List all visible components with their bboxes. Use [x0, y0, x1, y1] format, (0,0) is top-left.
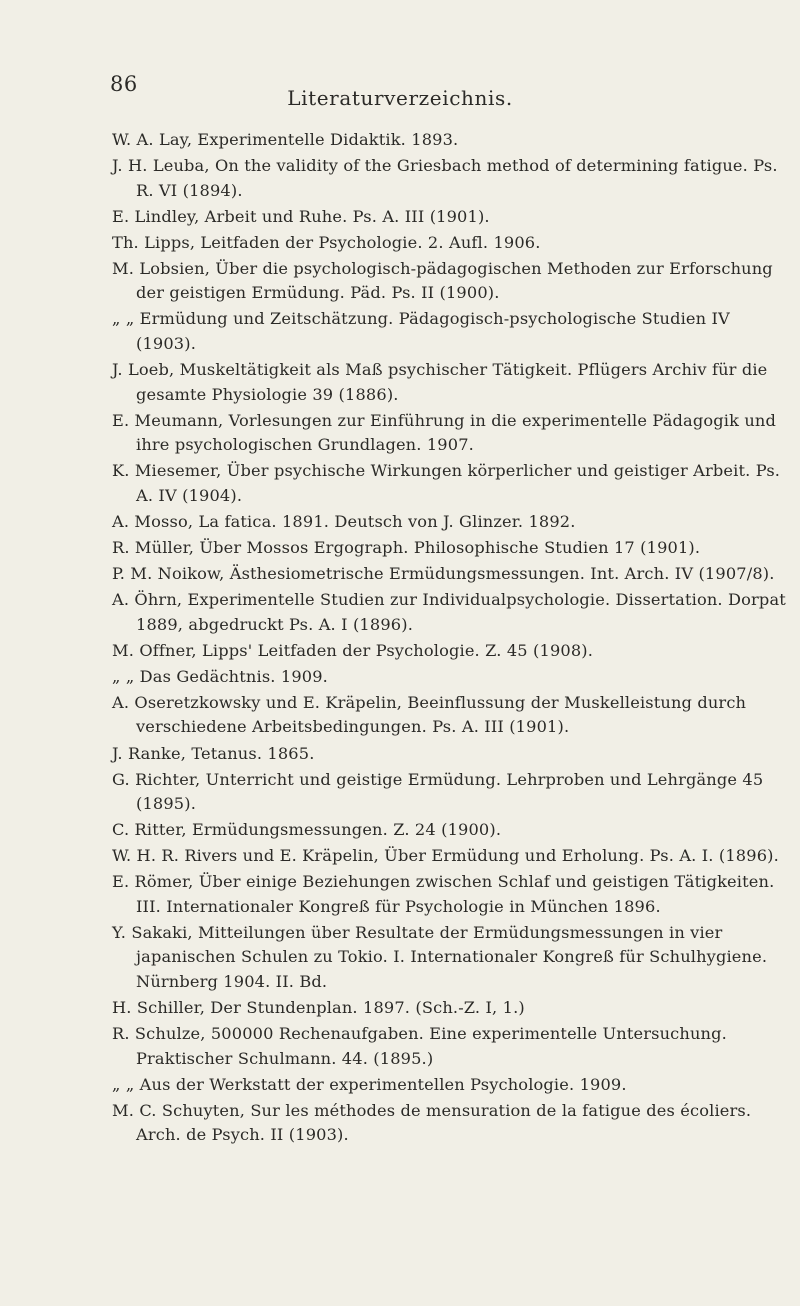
- bibliography-entry: M. Offner, Lipps' Leitfaden der Psychologie. Z. 45 (1908).: [112, 640, 594, 660]
- bibliography-entry: G. Richter, Unterricht und geistige Ermüdung. Lehrproben und Lehrgänge 45 (1895).: [112, 769, 764, 814]
- bibliography-entry: E. Römer, Über einige Beziehungen zwischen Schlaf und geistigen Tätigkeiten. III. Internationaler Kongreß für Psychologie in München 1896.: [112, 872, 775, 916]
- bibliography-entry: E. Meumann, Vorlesungen zur Einführung in die experimentelle Pädagogik und ihre psychologischen Grundlagen. 1907.: [112, 410, 776, 455]
- bibliography-entry: „ „ Aus der Werkstatt der experimentellen Psychologie. 1909.: [112, 1074, 627, 1094]
- page-number: 86: [110, 72, 138, 96]
- bibliography-entry: R. Müller, Über Mossos Ergograph. Philosophische Studien 17 (1901).: [112, 537, 701, 557]
- bibliography-entry: W. H. R. Rivers und E. Kräpelin, Über Ermüdung und Erholung. Ps. A. I. (1896).: [112, 846, 779, 866]
- bibliography-entry: E. Lindley, Arbeit und Ruhe. Ps. A. III (1901).: [112, 206, 490, 226]
- bibliography-entry: Y. Sakaki, Mitteilungen über Resultate der Ermüdungsmessungen in vier japanischen Schulen zu Tokio. I. Internationaler Kongreß für Schulhygiene. Nürnberg 1904. II. Bd.: [112, 922, 768, 991]
- bibliography-entry: R. Schulze, 500000 Rechenaufgaben. Eine experimentelle Untersuchung. Praktischer Schulmann. 44. (1895.): [112, 1024, 727, 1068]
- bibliography-entry: Th. Lipps, Leitfaden der Psychologie. 2. Aufl. 1906.: [112, 232, 541, 252]
- bibliography-entry: K. Miesemer, Über psychische Wirkungen körperlicher und geistiger Arbeit. Ps. A. IV (1904).: [112, 461, 781, 505]
- bibliography-entry: M. C. Schuyten, Sur les méthodes de mensuration de la fatigue des écoliers. Arch. de Psych. II (1903).: [112, 1100, 752, 1145]
- bibliography-list: [112, 128, 787, 1149]
- bibliography-entry: W. A. Lay, Experimentelle Didaktik. 1893.: [112, 130, 459, 149]
- bibliography-entry: J. Ranke, Tetanus. 1865.: [112, 743, 315, 763]
- bibliography-entry: M. Lobsien, Über die psychologisch-pädagogischen Methoden zur Erforschung der geistigen Ermüdung. Päd. Ps. II (1900).: [112, 258, 773, 303]
- bibliography-entry: A. Öhrn, Experimentelle Studien zur Individualpsychologie. Dissertation. Dorpat 1889, abgedruckt Ps. A. I (1896).: [112, 590, 786, 634]
- bibliography-entry: H. Schiller, Der Stundenplan. 1897. (Sch.-Z. I, 1.): [112, 998, 525, 1018]
- bibliography-entry: „ „ Das Gedächtnis. 1909.: [112, 666, 328, 686]
- running-title: Literaturverzeichnis.: [287, 86, 513, 110]
- bibliography-entry: A. Oseretzkowsky und E. Kräpelin, Beeinflussung der Muskelleistung durch verschiedene Arbeitsbedingungen. Ps. A. III (1901).: [112, 692, 747, 737]
- bibliography-entry: P. M. Noikow, Ästhesiometrische Ermüdungsmessungen. Int. Arch. IV (1907/8).: [112, 564, 775, 584]
- bibliography-entry: C. Ritter, Ermüdungsmessungen. Z. 24 (1900).: [112, 820, 502, 840]
- bibliography-entry: „ „ Ermüdung und Zeitschätzung. Pädagogisch-psychologische Studien IV (1903).: [112, 309, 730, 353]
- bibliography-entry: J. Loeb, Muskeltätigkeit als Maß psychischer Tätigkeit. Pflügers Archiv für die gesamte Physiologie 39 (1886).: [112, 360, 768, 404]
- bibliography-entry: J. H. Leuba, On the validity of the Griesbach method of determining fatigue. Ps. R. VI (1894).: [112, 156, 778, 200]
- bibliography-entry: A. Mosso, La fatica. 1891. Deutsch von J. Glinzer. 1892.: [112, 511, 576, 531]
